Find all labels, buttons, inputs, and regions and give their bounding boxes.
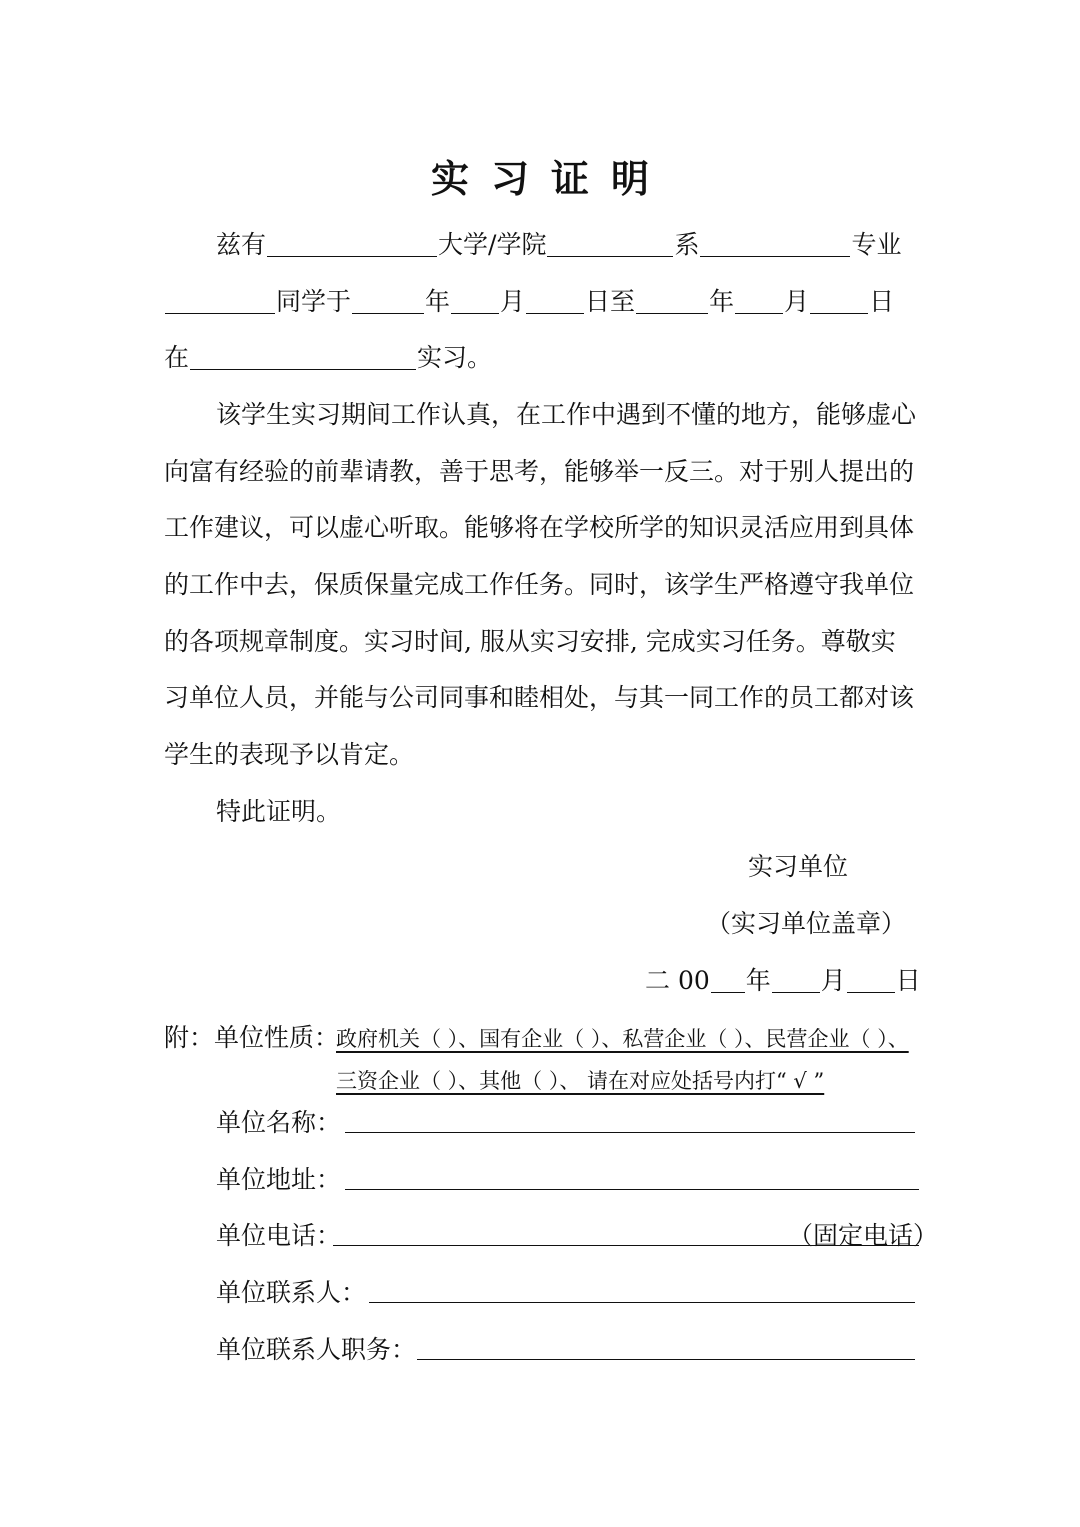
date-month-label: 月 (820, 966, 846, 995)
unit-name-field (216, 1106, 916, 1140)
intro-line-3 (164, 341, 492, 375)
unit-contact-input[interactable] (369, 1302, 915, 1303)
intro-text: 大学/学院 (438, 230, 547, 259)
unit-type-options-2[interactable]: 三资企业（ ）、其他（ ）、 请在对应处括号内打“ √ ” (336, 1069, 825, 1093)
intro-text: 在 (164, 343, 190, 372)
unit-address-field (216, 1163, 918, 1197)
end-day-blank[interactable] (810, 287, 868, 314)
intro-text: 日至 (585, 287, 636, 316)
unit-name-input[interactable] (345, 1132, 915, 1133)
body-line: 学生的表现予以肯定。 (164, 740, 415, 769)
appendix-label: 附：单位性质： (164, 1023, 340, 1052)
major-blank[interactable] (700, 230, 850, 257)
body-line: 的工作中去，保质保量完成工作任务。同时，该学生严格遵守我单位 (164, 570, 915, 599)
closing-text: 特此证明。 (216, 797, 342, 826)
unit-contact-label: 单位联系人： (216, 1278, 367, 1307)
date-month-blank[interactable] (772, 966, 820, 993)
intro-text: 日 (869, 287, 895, 316)
student-name-blank[interactable] (165, 287, 275, 314)
start-day-blank[interactable] (526, 287, 584, 314)
signature-date (645, 964, 921, 998)
date-year-label: 年 (745, 966, 771, 995)
date-prefix: 二 00 (645, 966, 710, 995)
intro-text: 月 (784, 287, 810, 316)
start-month-blank[interactable] (451, 287, 499, 314)
unit-phone-hint: （固定电话） (788, 1221, 939, 1250)
start-year-blank[interactable] (352, 287, 424, 314)
signature-seal: （实习单位盖章） (706, 909, 907, 938)
intro-text: 同学于 (276, 287, 352, 316)
intro-line-2 (164, 285, 894, 319)
university-blank[interactable] (267, 230, 437, 257)
unit-contact-title-input[interactable] (417, 1359, 915, 1360)
intro-text: 年 (709, 287, 735, 316)
unit-address-input[interactable] (345, 1189, 919, 1190)
body-line: 的各项规章制度。实习时间, 服从实习安排, 完成实习任务。尊敬实 (164, 627, 896, 656)
unit-contact-title-field (216, 1333, 916, 1367)
signature-unit: 实习单位 (748, 852, 849, 881)
body-line: 该学生实习期间工作认真，在工作中遇到不懂的地方，能够虚心 (216, 400, 917, 429)
date-year-blank[interactable] (711, 966, 745, 993)
intro-text: 实习。 (417, 343, 493, 372)
body-line: 工作建议，可以虚心听取。能够将在学校所学的知识灵活应用到具体 (164, 513, 915, 542)
intro-text: 月 (500, 287, 526, 316)
intro-text: 年 (425, 287, 451, 316)
intro-text: 专业 (851, 230, 902, 259)
unit-name-label: 单位名称： (216, 1108, 342, 1137)
internship-place-blank[interactable] (190, 343, 416, 370)
date-day-blank[interactable] (847, 966, 895, 993)
intro-text: 系 (674, 230, 700, 259)
unit-contact-title-label: 单位联系人职务： (216, 1335, 417, 1364)
document-title: 实习证明 (430, 156, 671, 201)
body-line: 习单位人员，并能与公司同事和睦相处，与其一同工作的员工都对该 (164, 683, 915, 712)
unit-type-options-1[interactable]: 政府机关（ ）、国有企业（ ）、私营企业（ ）、民营企业（ ）、 (336, 1027, 909, 1051)
intro-text: 兹有 (216, 230, 267, 259)
department-blank[interactable] (547, 230, 673, 257)
unit-address-label: 单位地址： (216, 1165, 342, 1194)
unit-phone-field (216, 1219, 939, 1253)
end-year-blank[interactable] (636, 287, 708, 314)
unit-phone-label: 单位电话： (216, 1221, 342, 1250)
end-month-blank[interactable] (735, 287, 783, 314)
date-day-label: 日 (895, 966, 921, 995)
intro-line-1 (216, 228, 901, 262)
unit-contact-field (216, 1276, 916, 1310)
body-line: 向富有经验的前辈请教，善于思考，能够举一反三。对于别人提出的 (164, 457, 915, 486)
